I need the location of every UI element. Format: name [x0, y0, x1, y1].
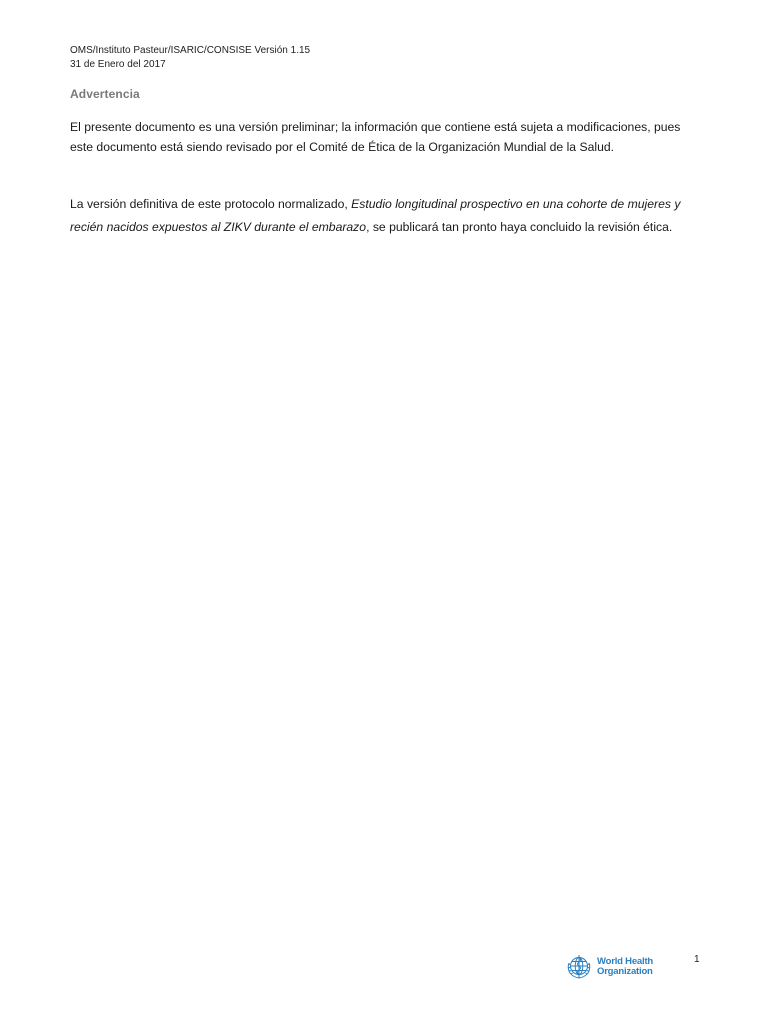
logo-line-1: World Health [597, 956, 654, 967]
header-version-line: OMS/Instituto Pasteur/ISARIC/CONSISE Versión 1.15 [70, 45, 311, 56]
warning-paragraph-2 [70, 193, 700, 239]
logo-line-2: Organization [597, 966, 653, 977]
paragraph-2-ending: , se publicará tan pronto haya concluido la revisión ética. [366, 220, 673, 234]
who-emblem-icon [565, 953, 593, 981]
who-logo-text [597, 957, 653, 977]
warning-paragraph-1: El presente documento es una versión preliminar; la información que contiene está sujeta a modificaciones, pues este documento está siendo revisado por el Comité de Ética de la Organización Mundial de la Salud. [70, 120, 681, 154]
study-title: Estudio longitudinal prospectivo en una cohorte de mujeres y recién nacidos expuestos al ZIKV durante el embarazo [70, 197, 681, 234]
page-number: 1 [694, 954, 700, 965]
document-header [70, 44, 310, 72]
header-date-line: 31 de Enero del 2017 [70, 59, 166, 70]
paragraph-2-intro: La versión definitiva de este protocolo normalizado, [70, 197, 352, 211]
warning-heading: Advertencia [70, 87, 140, 101]
who-logo [565, 953, 653, 981]
